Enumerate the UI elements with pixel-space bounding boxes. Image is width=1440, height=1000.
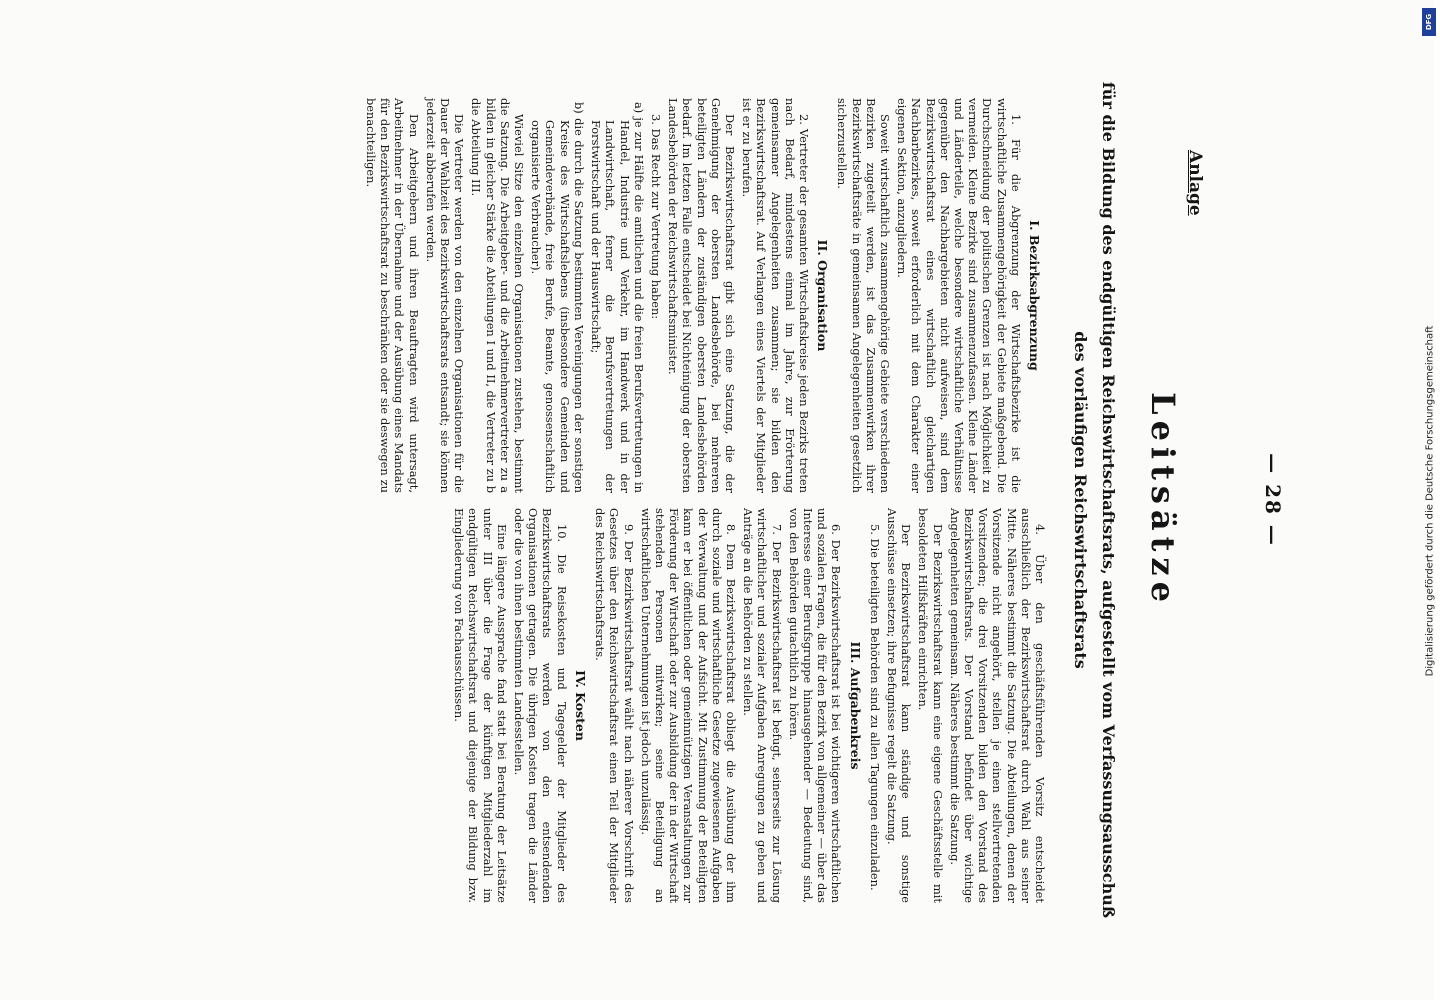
- paragraph-7: 7. Der Bezirkswirtschaftsrat ist befugt, seinerseits zur Lösung wirtschaftlicher und sozialer Aufgaben Anregungen zu geben und Anträge an die Behörden zu stellen.: [741, 508, 784, 903]
- section-heading-bezirksabgrenzung: I. Bezirksabgrenzung: [1027, 220, 1042, 371]
- digitization-note-text: Digitalisierung gefördert durch die Deutsche Forschungsgemeinschaft: [1424, 325, 1436, 676]
- dfg-logo: [1422, 8, 1436, 36]
- paragraph-3b: Wieviel Sitze den einzelnen Organisationen zustehen, bestimmt die Satzung. Die Arbeitgeber- und die Arbeitnehmervertreter zu a bilden in gleicher Stärke die Abteilungen I und II, die Vertreter zu b die Abteilung III.: [469, 98, 527, 493]
- paragraph-6: 6. Der Bezirkswirtschaftsrat ist bei wichtigeren wirtschaftlichen und sozialen Fragen, die für den Bezirk von allgemeiner — über das Interesse einer Berufsgruppe hinausgehender — Bedeutung sind, von den Behörden gutachtlich zu hören.: [786, 508, 844, 903]
- digitization-note: [1420, 8, 1440, 993]
- appendix-label: Anlage: [1185, 150, 1205, 216]
- right-text-column: [449, 508, 1047, 903]
- document-title: Leitsätze: [1144, 392, 1182, 608]
- paragraph-10: 10. Die Reisekosten und Tagegelder der Mitglieder des Bezirkswirtschaftsrats werden von den entsendenden Organisationen getragen. Die übrigen Kosten tragen die Länder oder die von ihnen bestimmten Landesstellen.: [512, 508, 569, 903]
- paragraph-4: 4. Über den geschäftsführenden Vorsitz entscheidet ausschließlich der Bezirkswirtschaftsrat durch Wahl aus seiner Mitte. Näheres bestimmt die Satzung. Die Abteilungen, denen der Vorsitzende nicht angehört, stellen je einen stellvertretenden Vorsitzenden; die drei Vorsitzenden bilden den Vorstand des Bezirkswirtschaftsrats. Der Vorstand befindet über wichtige Angelegenheiten gemeinsam. Näheres bestimmt die Satzung.: [947, 508, 1047, 903]
- dfg-logo-text: DFG: [1425, 13, 1433, 31]
- section-heading-aufgabenkreis: III. Aufgabenkreis: [847, 641, 863, 770]
- list-item-a: a) je zur Hälfte die amtlichen und die freien Berufsvertretungen in Handel, Industrie und Verkehr, im Handwerk und in der Landwirtschaft, ferner die Berufsvertretungen der Forstwirtschaft und der Hauswirtschaft;: [589, 102, 646, 493]
- paragraph-10b: Eine längere Aussprache fand statt bei Beratung der Leitsätze unter III über die Frage der künftigen Mitgliederzahl im endgültigen Reichswirtschaftsrat und diejenige der Bildung bzw. Eingliederung von Fachausschüssen.: [452, 508, 509, 903]
- paragraph-4c: Der Bezirkswirtschaftsrat kann ständige und sonstige Ausschüsse einsetzen; ihre Befugnisse regelt die Satzung.: [884, 508, 914, 903]
- page-number: — 28 —: [1261, 453, 1285, 547]
- paragraph-9: 9. Der Bezirkswirtschaftsrat wählt nach näherer Vorschrift des Gesetzes über den Reichswirtschaftsrat einen Teil der Mitglieder des Reichswirtschaftsrats.: [593, 508, 636, 903]
- subtitle-line-2: des vorläufigen Reichswirtschaftsrats: [1071, 331, 1090, 669]
- paragraph-1b: Soweit wirtschaftlich zusammengehörige Gebiete verschiedenen Bezirken zugeteilt werden, ist das Zusammenwirken ihrer Bezirkswirtschaftsräte in gemeinsamen Angelegenheiten gesetzlich sicherzustellen.: [835, 98, 892, 493]
- paragraph-5: 5. Die beteiligten Behörden sind zu allen Tagungen einzuladen.: [867, 524, 882, 891]
- paragraph-3d: Den Arbeitgebern und ihren Beauftragten wird untersagt, Arbeitnehmer in der Übernahme und der Ausübung eines Mandats für den Bezirkswirtschaftsrat zu beschränken oder sie deswegen zu benachteiligen.: [364, 98, 421, 493]
- paragraph-3c: Die Vertreter werden von den einzelnen Organisationen für die Dauer der Wahlzeit des Bezirkswirtschaftsrats entsandt; sie können jederzeit abberufen werden.: [423, 98, 467, 493]
- rotated-document-page: [67, 0, 1367, 1000]
- section-heading-organisation: II. Organisation: [815, 239, 831, 352]
- paragraph-8: 8. Dem Bezirkswirtschaftsrat obliegt die Ausübung der ihm durch soziale und wirtschaftliche Gesetze zugewiesenen Aufgaben der Verwaltung und der Aufsicht. Mit Zustimmung der Beteiligten kann er bei öffentlichen oder gemeinnützigen Veranstaltungen zur Förderung der Wirtschaft oder zur Ausbildung der in der Wirtschaft stehenden Personen mitwirken; seine Beteiligung an wirtschaftlichen Unternehmungen ist jedoch unzulässig.: [638, 508, 738, 903]
- section-heading-kosten: IV. Kosten: [572, 670, 588, 741]
- paragraph-1: 1. Für die Abgrenzung der Wirtschaftsbezirke ist die wirtschaftliche Zusammengehörigkeit der Gebiete maßgebend. Die Durchschneidung der politischen Grenzen ist nach Möglichkeit zu vermeiden. Kleine Bezirke sind zusammenzufassen. Kleine Länder und Länderteile, welche besondere wirtschaftliche Verhältnisse gegenüber den Nachbargebieten nicht aufweisen, sind dem Bezirkswirtschaftsrat eines wirtschaftlich gleichartigen Nachbarbezirkes, soweit erforderlich mit dem Charakter einer eigenen Sektion, anzugliedern.: [895, 98, 1023, 493]
- paragraph-4b: Der Bezirkswirtschaftsrat kann eine eigene Geschäftsstelle mit besoldeten Hilfskräften einrichten.: [916, 508, 945, 903]
- paragraph-2b: Der Bezirkswirtschaftsrat gibt sich eine Satzung, die der Genehmigung der obersten Landesbehörde, bei mehreren beteiligten Ländern der zuständigen obersten Landesbehörden bedarf. Im letzten Falle entscheidet bei Nichteinigung der obersten Landesbehörden der Reichswirtschaftsminister.: [666, 98, 737, 493]
- list-item-b: b) die durch die Satzung bestimmten Vereinigungen der sonstigen Kreise des Wirtschaftslebens (insbesondere Gemeinden und Gemeindeverbände, freie Berufe, Beamte, genossenschaftlich organisierte Verbraucher).: [529, 102, 586, 493]
- left-text-column: [361, 98, 1047, 493]
- paragraph-2: 2. Vertreter der gesamten Wirtschaftskreise jeden Bezirks treten nach Bedarf, mindestens einmal im Jahre, zur Erörterung gemeinsamer Angelegenheiten zusammen; sie bilden den Bezirkswirtschaftsrat. Auf Verlangen eines Viertels der Mitglieder ist er zu berufen.: [740, 98, 811, 493]
- paragraph-3: 3. Das Recht zur Vertretung haben:: [648, 114, 663, 320]
- subtitle-line-1: für die Bildung des endgültigen Reichswirtschaftsrats, aufgestellt vom Verfassungsausschuß: [1099, 81, 1118, 919]
- document-subtitle: [1066, 40, 1122, 960]
